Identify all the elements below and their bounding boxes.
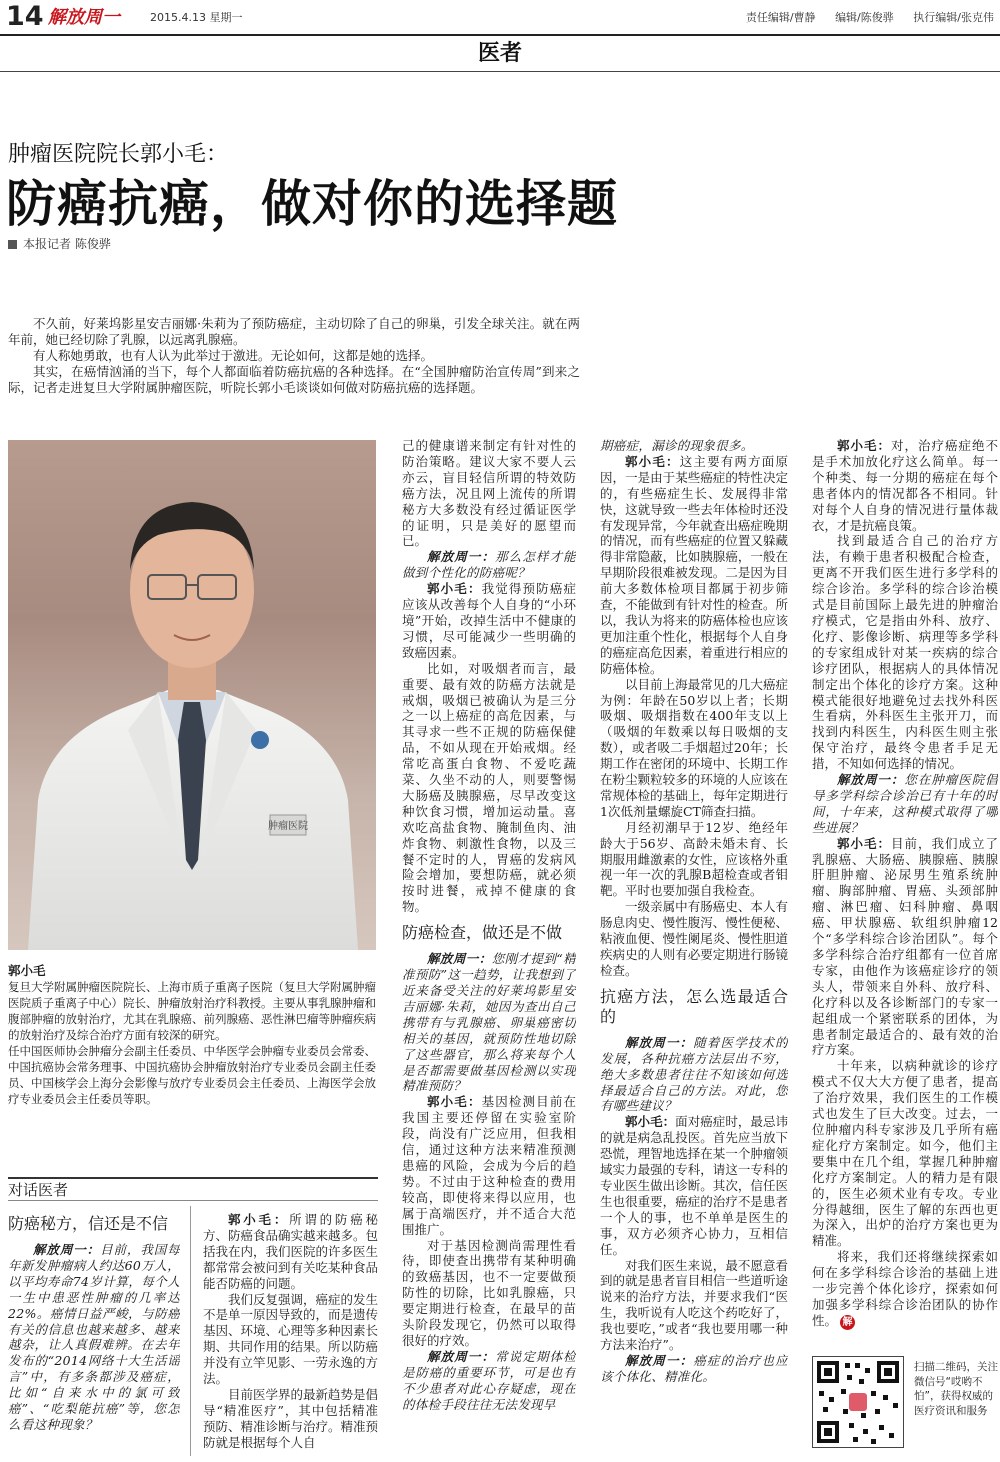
column-5 xyxy=(812,438,998,1352)
speaker-label: 郭小毛： xyxy=(427,1094,482,1110)
lead-paragraph: 不久前，好莱坞影星安吉丽娜·朱莉为了预防癌症，主动切除了自己的卵巢，引发全球关注。就在两年前，她已经切除了乳腺，以远离乳腺癌。 xyxy=(8,316,580,347)
speaker-label: 解放周一： xyxy=(427,951,492,967)
column-2 xyxy=(203,1212,378,1456)
lead-paragraph: 其实，在癌情汹涌的当下，每个人都面临着防癌抗癌的各种选择。在“全国肿瘤防治宣传周”到来之际，记者走进复旦大学附属肿瘤医院，听院长郭小毛谈谈如何做对防癌抗癌的选择题。 xyxy=(8,364,580,395)
speaker-label: 郭小毛： xyxy=(228,1212,290,1227)
author-bio xyxy=(8,963,378,1107)
question-paragraph xyxy=(600,1035,788,1115)
body-paragraph: 目前医学界的最新趋势是倡导“精准医疗”，其中包括精准预防、精准诊断与治疗。精准预防就是根据每个人自 xyxy=(203,1386,378,1450)
paragraph-text: 那么怎样才能做到个性化的防癌呢？ xyxy=(402,549,576,581)
qr-code-icon xyxy=(813,1357,903,1447)
body-paragraph xyxy=(812,1249,998,1330)
qr-caption: 扫描二维码，关注微信号“哎哟不怕”，获得权威的医疗资讯和服务 xyxy=(914,1361,998,1417)
paragraph-text: 所谓的防癌秘方、防癌食品确实越来越多。包括我在内，我们医院的许多医生都常常会被问到有关吃某种食品能否防癌的问题。 xyxy=(203,1212,378,1291)
speaker-label: 解放周一： xyxy=(33,1242,101,1257)
lead-paragraph: 有人称她勇敢，也有人认为此举过于激进。无论如何，这都是她的选择。 xyxy=(33,348,434,363)
speaker-label: 郭小毛： xyxy=(837,438,891,453)
paragraph-text: 常说定期体检是防癌的重要环节，可是也有不少患者对此心存疑虑，现在的体检手段往往无法发现早 xyxy=(402,1348,576,1412)
paragraph-text: 随着医学技术的发展，各种抗癌方法层出不穷，绝大多数患者往往不知该如何选择最适合自己的方法。对此，您有哪些建议？ xyxy=(600,1034,788,1114)
subheading: 抗癌方法，怎么选最适合的 xyxy=(600,986,788,1026)
article-headline: 防癌抗癌，做对你的选择题 xyxy=(6,175,618,233)
body-paragraph: 找到最适合自己的治疗方法，有赖于患者积极配合检查，更离不开我们医生进行多学科的综合诊治。多学科的综合诊治模式是目前国际上最先进的肿瘤治疗模式，它是指由外科、放疗、化疗、影像诊断、病理等多学科的专家组成针对某一疾病的综合诊疗团队，根据病人的具体情况制定出个体化的诊疗方案。这种模式能很好地避免过去找外科医生看病，外科医生主张开刀，而找到内科医生，内科医生则主张保守治疗，最终令患者手足无措，不知如何选择的情况。 xyxy=(812,533,998,772)
question-paragraph xyxy=(402,951,576,1094)
bio-paragraph: 复旦大学附属肿瘤医院院长、上海市质子重离子医院（复旦大学附属肿瘤医院质子重离子中心）院长、肿瘤放射治疗科教授。主要从事乳腺肿瘤和腹部肿瘤的放射治疗，尤其在乳腺癌、前列腺癌、恶性淋巴瘤等肿瘤疾病的放射治疗及综合治疗方面有较深的研究。 xyxy=(8,980,376,1042)
square-bullet-icon xyxy=(8,240,17,249)
qr-code[interactable] xyxy=(812,1356,904,1448)
body-paragraph: 比如，对吸烟者而言，最重要、最有效的防癌方法就是戒烟，吸烟已被确认为是三分之一以上癌症的高危因素，与其寻求一些不正规的防癌保健品，不如从现在开始戒烟。经常吃高蛋白食物、不爱吃蔬菜、久坐不动的人，则要警惕大肠癌及胰腺癌，尽早改变这种饮食习惯，增加运动量。喜欢吃高盐食物、腌制鱼肉、油炸食物、刺激性食物，以及三餐不定时的人，胃癌的发病风险会增加，要想防癌，就必须按时进餐，戒掉不健康的食物。 xyxy=(402,660,576,915)
paragraph-text: 基因检测目前在我国主要还停留在实验室阶段，尚没有广泛应用，但我相信，通过这种方法来精准预测患癌的风险，会成为今后的趋势。不过由于这种检查的费用较高，即使将来得以应用，也属于高端医疗，并不适合大范围推广。 xyxy=(402,1094,576,1237)
body-paragraph: 月经初潮早于12岁、绝经年龄大于56岁、高龄未婚未育、长期服用雌激素的女性，应该格外重视一年一次的乳腺B超检查或者钼靶。平时也要加强自我检查。 xyxy=(600,819,788,899)
answer-paragraph xyxy=(402,1094,576,1237)
speaker-label: 解放周一： xyxy=(625,1034,694,1050)
body-paragraph: 对于基因检测尚需理性看待，即使查出携带有某种明确的致癌基因，也不一定要做预防性的切除，比如乳腺癌，只要定期进行检查，在最早的苗头阶段发现它，仍然可以取得很好的疗效。 xyxy=(402,1237,576,1348)
body-paragraph: 以目前上海最常见的几大癌症为例：年龄在50岁以上者；长期吸烟、吸烟指数在400年支以上（吸烟的年数乘以每日吸烟的支数），或者吸二手烟超过20年；长期工作在密闭的环境中、长期工作在粉尘颗粒较多的环境的人应该在常规体检的基础上，每年定期进行1次低剂量螺旋CT筛查扫描。 xyxy=(600,676,788,819)
badge-text: 肿瘤医院 xyxy=(268,821,308,832)
answer-paragraph xyxy=(600,1114,788,1257)
dialogue-label xyxy=(8,1177,378,1201)
question-paragraph xyxy=(402,1349,576,1413)
paragraph-text: 癌症的治疗也应该个体化、精准化。 xyxy=(600,1352,788,1384)
byline-text: 本报记者 陈俊骅 xyxy=(23,237,111,251)
column-4 xyxy=(600,438,788,1456)
subheading: 防癌秘方，信还是不信 xyxy=(8,1214,169,1233)
answer-paragraph xyxy=(402,581,576,661)
column-divider xyxy=(190,1206,191,1456)
speaker-label: 郭小毛： xyxy=(837,835,891,851)
speaker-label: 解放周一： xyxy=(427,1348,496,1364)
question-paragraph xyxy=(8,1242,180,1433)
speaker-label: 解放周一： xyxy=(625,1352,694,1368)
answer-paragraph xyxy=(203,1212,378,1292)
editor-credits xyxy=(730,10,994,26)
speaker-label: 郭小毛： xyxy=(427,581,482,597)
paragraph-text: 目前，我们成立了乳腺癌、大肠癌、胰腺癌、胰腺肝胆肿瘤、泌尿男生殖系统肿瘤、胸部肿瘤、胃癌、头颈部肿瘤、淋巴瘤、妇科肿瘤、鼻咽癌、甲状腺癌、软组织肿瘤12个“多学科综合诊治团队”。每个多学科综合治疗组都有一位首席专家，由他作为该癌症诊疗的领头人，带领来自外科、放疗科、化疗科以及各诊断部门的专家一起组成一个紧密联系的团体，为患者制定最适合的、最有效的治疗方案。 xyxy=(812,835,998,1058)
page-number: 14 xyxy=(6,1,44,32)
question-paragraph xyxy=(402,549,576,581)
question-paragraph xyxy=(812,772,998,836)
body-paragraph: 十年来，以病种就诊的诊疗模式不仅大大方便了患者，提高了治疗效果，我们医生的工作模式也发生了巨大改变。过去，一位肿瘤内科专家涉及几乎所有癌症化疗方案制定。如今，他们主要集中在几个组，掌握几种肿瘤化疗方案制定。人的精力是有限的，医生必须术业有专攻。专业分得越细，医生了解的东西也更为深入，出炉的治疗方案也更为精准。 xyxy=(812,1058,998,1249)
paragraph-text: 我觉得预防癌症应该从改善每个人自身的“小环境”开始，改掉生活中不健康的习惯，尽可能减少一些明确的致癌因素。 xyxy=(402,581,576,660)
speaker-label: 解放周一： xyxy=(837,772,905,788)
editor-credit: 编辑/陈俊骅 xyxy=(835,11,894,24)
speaker-label: 郭小毛： xyxy=(625,453,680,469)
answer-paragraph xyxy=(812,836,998,1059)
article-kicker: 肿瘤医院院长郭小毛： xyxy=(8,142,229,167)
column-3 xyxy=(402,438,576,1456)
paper-name: 解放周一 xyxy=(48,7,120,28)
page-header xyxy=(0,0,1000,36)
paragraph-text: 目前，我国每年新发肿瘤病人约达60万人，以平均寿命74岁计算，每个人一生中患恶性肿瘤的几率达22%。癌情日益严峻，与防癌有关的信息也越来越多、越来越杂，让人真假难辨。在去年发布的“2014网络十大生活谣言”中，有多条都涉及癌症，比如“自来水中的氯可致癌”、“吃梨能抗癌”等，您怎么看这种现象？ xyxy=(8,1242,180,1432)
question-paragraph: 期癌症，漏诊的现象很多。 xyxy=(600,438,754,453)
paragraph-text: 将来，我们还将继续探索如何在多学科综合诊治的基础上进一步完善个体化诊疗，探索如何加强多学科综合诊治团队的协作性。 xyxy=(812,1249,998,1328)
article-byline xyxy=(8,236,111,252)
paragraph-text: 您在肿瘤医院倡导多学科综合诊治已有十年的时间，十年来，这种模式取得了哪些进展？ xyxy=(812,772,998,835)
bio-name: 郭小毛 xyxy=(8,963,46,978)
body-paragraph: 对我们医生来说，最不愿意看到的就是患者盲目相信一些道听途说来的治疗方法，并要求我们“医生，我听说有人吃这个药吃好了，我也要吃，”或者“我也要用哪一种方法来治疗”。 xyxy=(600,1257,788,1353)
dialogue-label-text: 对话医者 xyxy=(8,1181,69,1199)
editor-credit: 执行编辑/张克伟 xyxy=(913,11,994,24)
question-paragraph xyxy=(600,1353,788,1385)
article-lead xyxy=(8,316,580,396)
speaker-label: 郭小毛： xyxy=(625,1114,676,1130)
body-paragraph: 一级亲属中有肠癌史、本人有肠息肉史、慢性腹泻、慢性便秘、粘液血便、慢性阑尾炎、慢性胆道疾病史的人则有必要定期进行肠镜检查。 xyxy=(600,899,788,978)
column-1 xyxy=(8,1206,180,1456)
section-title: 医者 xyxy=(0,38,1000,72)
speaker-label: 解放周一： xyxy=(427,549,496,565)
issue-date: 2015.4.13 星期一 xyxy=(150,11,243,24)
subheading: 防癌检查，做还是不做 xyxy=(402,923,563,943)
answer-paragraph xyxy=(812,438,998,533)
paragraph-text: 面对癌症时，最忌讳的就是病急乱投医。首先应当放下恐慌，理智地选择在某一个肿瘤领域实力最强的专科，请这一专科的专业医生做出诊断。其次，信任医生也很重要，癌症的治疗不是患者一个人的事，也不单单是医生的事，双方必须齐心协力，互相信任。 xyxy=(600,1114,788,1257)
answer-paragraph xyxy=(600,454,788,677)
paragraph-text: 您刚才提到“精准预防”这一趋势，让我想到了近来备受关注的好莱坞影星安吉丽娜·朱莉，她因为查出自己携带有与乳腺癌、卵巢癌密切相关的基因，就预防性地切除了这些器官，那么将来每个人是否都需要做基因检测以实现精准预防？ xyxy=(402,951,576,1094)
portrait-illustration xyxy=(8,440,376,950)
body-paragraph: 己的健康谱来制定有针对性的防治策略。建议大家不要人云亦云，盲目轻信所谓的特效防癌方法，况且网上流传的所谓秘方大多数没有经过循证医学的证明，只是美好的愿望而已。 xyxy=(402,438,576,549)
portrait-photo xyxy=(8,440,376,950)
end-mark-icon: 解 xyxy=(840,1315,855,1330)
paragraph-text: 对，治疗癌症绝不是手术加放化疗这么简单。每一个种类、每一分期的癌症在每个患者体内的情况都各不相同。针对每个人自身的情况进行量体裁衣，才是抗癌良策。 xyxy=(812,438,998,533)
body-paragraph: 我们反复强调，癌症的发生不是单一原因导致的，而是遗传基因、环境、心理等多种因素长期、共同作用的结果。所以防癌并没有立竿见影、一劳永逸的方法。 xyxy=(203,1291,378,1387)
editor-credit: 责任编辑/曹静 xyxy=(745,11,816,24)
paragraph-text: 这主要有两方面原因，一是由于某些癌症的特性决定的，有些癌症生长、发展得非常快，这就导致一些去年体检时还没有发现异常，今年就查出癌症晚期的情况，而有些癌症的位置又躲藏得非常隐蔽，比如胰腺癌，一般在早期阶段很难被发现。二是因为目前大多数体检项目都属于初步筛查，不能做到有针对性的检查。所以，我认为将来的防癌体检也应该更加注重个性化，根据每个人自身的癌症高危因素，着重进行相应的防癌体检。 xyxy=(600,453,788,676)
bio-paragraph: 任中国医师协会肿瘤分会副主任委员、中华医学会肿瘤专业委员会常委、中国抗癌协会常务理事、中国抗癌协会肿瘤放射治疗专业委员会副主任委员、中国核学会上海分会影像与放疗专业委员会主任委员、上海医学会放疗专业委员会主任委员等职。 xyxy=(8,1044,376,1106)
